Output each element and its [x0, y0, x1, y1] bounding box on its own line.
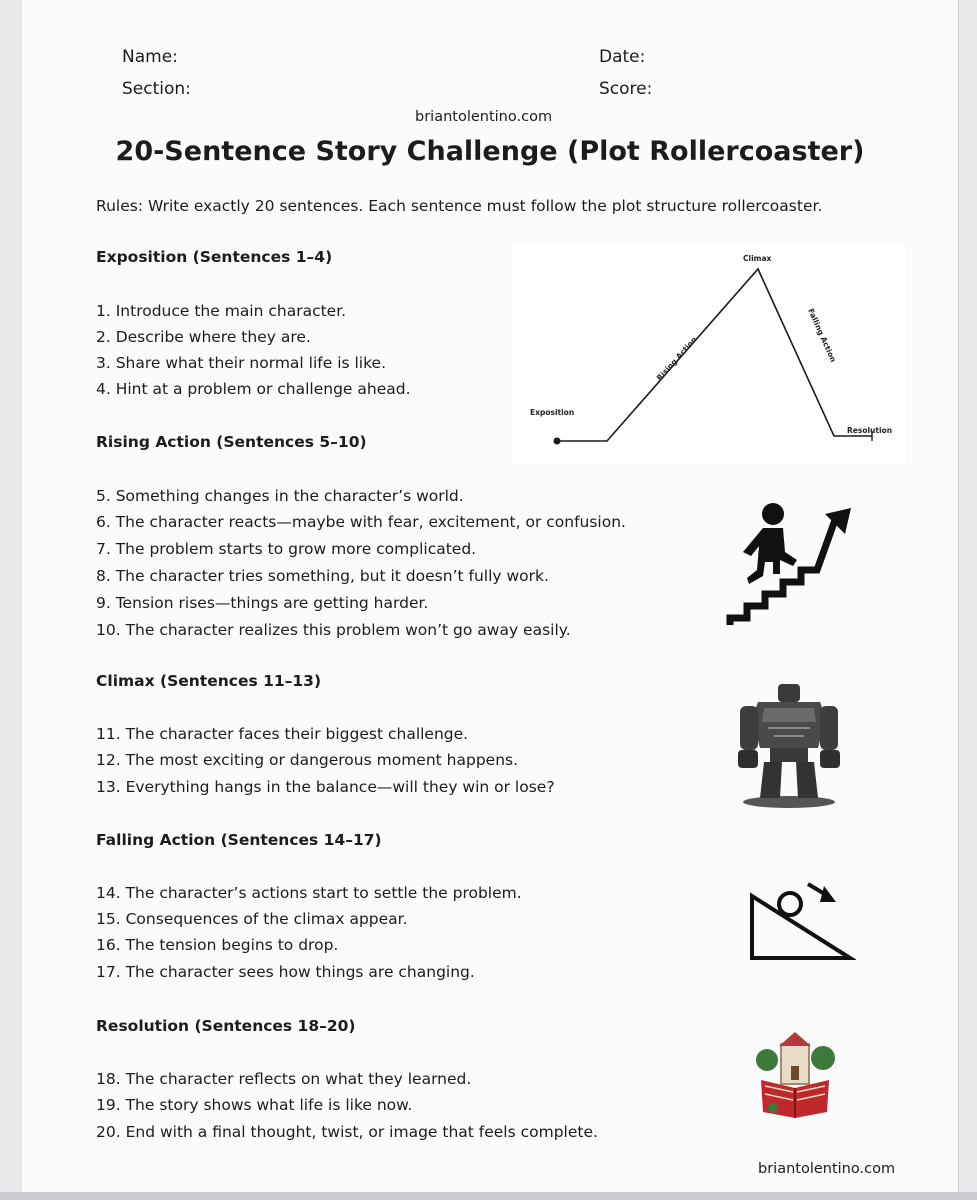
list-item: 11. The character faces their biggest challenge.	[96, 725, 469, 743]
list-item: 9. Tension rises—things are getting harder.	[96, 594, 429, 612]
page-title: 20-Sentence Story Challenge (Plot Rollercoaster)	[115, 136, 865, 167]
list-item: 17. The character sees how things are changing.	[96, 963, 475, 981]
date-label: Date:	[599, 47, 646, 67]
diagram-label-resolution: Resolution	[847, 426, 893, 435]
diagram-label-falling-action: Falling Action	[806, 307, 838, 364]
list-item: 15. Consequences of the climax appear.	[96, 910, 408, 928]
list-item: 10. The character realizes this problem won’t go away easily.	[96, 621, 571, 639]
storybook-castle-icon	[753, 1030, 837, 1118]
stairs-climbing-icon	[725, 500, 855, 630]
list-item: 5. Something changes in the character’s world.	[96, 487, 464, 505]
list-item: 3. Share what their normal life is like.	[96, 354, 386, 372]
list-item: 14. The character’s actions start to settle the problem.	[96, 884, 522, 902]
list-item: 18. The character reflects on what they learned.	[96, 1070, 472, 1088]
list-item: 1. Introduce the main character.	[96, 302, 347, 320]
diagram-label-climax: Climax	[743, 254, 772, 263]
name-label: Name:	[122, 47, 178, 67]
plot-line-svg	[512, 244, 906, 464]
robot-giant-icon	[734, 678, 844, 810]
list-item: 6. The character reacts—maybe with fear, excitement, or confusion.	[96, 513, 626, 531]
list-item: 2. Describe where they are.	[96, 328, 311, 346]
site-url-bottom: briantolentino.com	[758, 1161, 896, 1177]
ball-rolling-slope-icon	[748, 876, 856, 962]
list-item: 4. Hint at a problem or challenge ahead.	[96, 380, 411, 398]
section-heading-exposition: Exposition (Sentences 1–4)	[96, 248, 333, 266]
section-heading-falling-action: Falling Action (Sentences 14–17)	[96, 831, 382, 849]
list-item: 7. The problem starts to grow more complicated.	[96, 540, 477, 558]
page-bottom-edge	[0, 1192, 977, 1200]
list-item: 20. End with a final thought, twist, or image that feels complete.	[96, 1123, 598, 1141]
diagram-label-exposition: Exposition	[530, 408, 575, 417]
list-item: 13. Everything hangs in the balance—will they win or lose?	[96, 778, 555, 796]
score-label: Score:	[599, 79, 653, 99]
plot-line	[557, 269, 872, 441]
rules-text: Rules: Write exactly 20 sentences. Each sentence must follow the plot structure rollercoaster.	[96, 197, 823, 215]
list-item: 12. The most exciting or dangerous moment happens.	[96, 751, 519, 769]
worksheet-page	[22, 0, 959, 1192]
plot-diagram	[512, 244, 906, 464]
section-label: Section:	[122, 79, 191, 99]
section-heading-resolution: Resolution (Sentences 18–20)	[96, 1017, 356, 1035]
plot-start-dot	[554, 438, 561, 445]
section-heading-climax: Climax (Sentences 11–13)	[96, 672, 322, 690]
list-item: 8. The character tries something, but it doesn’t fully work.	[96, 567, 549, 585]
list-item: 16. The tension begins to drop.	[96, 936, 339, 954]
list-item: 19. The story shows what life is like now.	[96, 1096, 413, 1114]
site-url-top: briantolentino.com	[415, 109, 553, 125]
section-heading-rising-action: Rising Action (Sentences 5–10)	[96, 433, 367, 451]
diagram-label-rising-action: Rising Action	[654, 334, 699, 383]
